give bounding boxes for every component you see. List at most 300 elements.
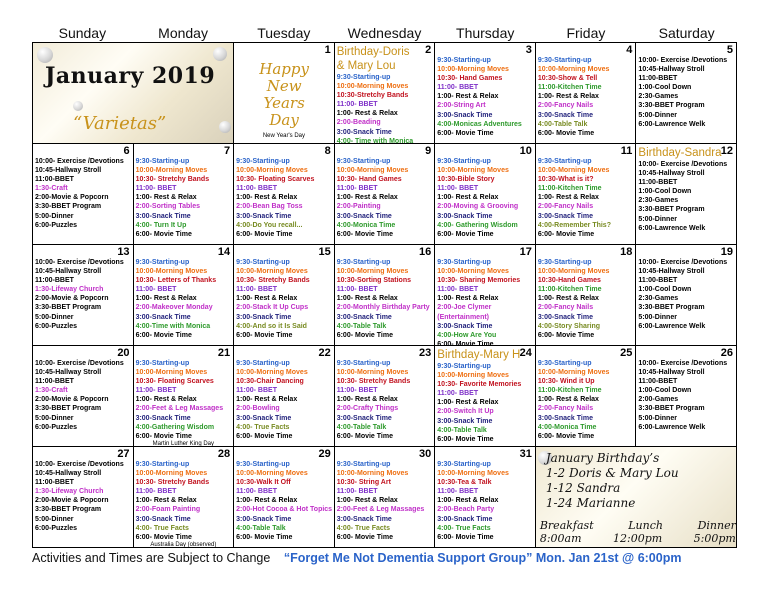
spacer <box>538 45 634 56</box>
new-year-greeting <box>248 61 320 129</box>
day-cell-6 <box>33 144 134 245</box>
event-item: 2:00-Moving & Grooving <box>437 203 519 211</box>
day-cell-3 <box>435 43 536 144</box>
day-cell-15 <box>234 245 335 346</box>
spacer <box>136 348 232 359</box>
event-item: 1:00- Rest & Relax <box>537 93 599 101</box>
event-item: 3:30-BBET Program <box>638 206 705 214</box>
event-item: 6:00- Movie Time <box>135 331 192 339</box>
day-cell-16 <box>335 245 436 346</box>
spacer <box>236 146 332 157</box>
event-item: 10:30-Hand Games <box>537 277 601 285</box>
event-item: 6:00-Puzzles <box>35 322 78 330</box>
weekday-header <box>32 24 737 42</box>
event-item: 3:00-Snack Time <box>537 313 593 321</box>
weekday-tuesday: Tuesday <box>257 25 311 41</box>
event-item: 2:00-Bowling <box>236 405 280 413</box>
weekday-saturday: Saturday <box>658 25 715 41</box>
event-item: 3:30-BBET Program <box>638 304 705 312</box>
birthday-list <box>546 451 679 511</box>
event-item: 10:30- Wind it Up <box>537 378 595 386</box>
day-number: 18 <box>620 246 633 258</box>
birthday-label: Birthday-Mary H <box>437 349 521 361</box>
holiday-note: New Year's Day <box>262 133 305 139</box>
spacer <box>236 247 332 258</box>
event-item: 10:00-Morning Moves <box>336 268 409 276</box>
event-item: 2:00-Feet & Leg Massages <box>135 405 224 413</box>
event-item: 9:30-Starting-up <box>135 158 190 165</box>
event-item: 3:00-Snack Time <box>236 212 292 220</box>
event-item: 4:00-Remember This? <box>537 221 611 229</box>
event-item: 1:00- Rest & Relax <box>336 295 398 303</box>
event-item: 10:45-Hallway Stroll <box>35 268 102 276</box>
day-cell-17 <box>435 245 536 346</box>
event-item: 4:00-Do You recall... <box>236 221 303 229</box>
birthday-label: Birthday-Doris & Mary Lou <box>336 46 410 72</box>
event-item: 4:00- True Facts <box>236 423 290 431</box>
day-number: 21 <box>217 347 231 359</box>
event-item: 4:00-Table Talk <box>336 423 387 431</box>
meal-name: Lunch <box>628 519 663 532</box>
event-item: 6:00- Movie Time <box>437 435 494 443</box>
event-item: 10:00-Morning Moves <box>537 167 610 175</box>
event-item: 5:00-Dinner <box>638 414 677 422</box>
birthday-line: 1-24 Marianne <box>545 496 636 510</box>
day-number: 14 <box>217 246 231 258</box>
day-cell-29 <box>234 447 335 548</box>
footer-disclaimer: Activities and Times are Subject to Change <box>32 551 271 565</box>
balloon-decoration <box>37 47 53 63</box>
day-number: 8 <box>324 145 331 157</box>
day-cell-23 <box>335 346 436 447</box>
event-item: 3:00-Snack Time <box>336 515 392 523</box>
event-item: 2:00-Movie & Popcorn <box>35 295 109 303</box>
day-number: 24 <box>519 347 532 359</box>
event-item: 4:00-Table Talk <box>236 524 286 532</box>
event-item: 6:00- Movie Time <box>336 331 393 339</box>
event-item: 6:00- Movie Time <box>437 129 494 137</box>
event-item: 10:45-Hallway Stroll <box>35 470 102 478</box>
event-item: 10:30-Sorting Stations <box>336 277 411 285</box>
event-item: 10:30-Show & Tell <box>537 75 598 83</box>
event-item: 3:00-Snack Time <box>135 414 191 422</box>
holiday-note: Martin Luther King Day <box>152 440 215 447</box>
event-item: 6:00-Lawrence Welk <box>638 322 706 330</box>
event-item: 10:00- Exercise /Devotions <box>638 161 728 168</box>
event-item: 10:30- Stretchy Bands <box>135 479 210 487</box>
event-item: 1:00- Rest & Relax <box>135 497 197 505</box>
holiday-note: Australia Day (observed) <box>150 541 217 548</box>
event-item: 10:00-Morning Moves <box>437 372 509 380</box>
day-cell-21 <box>134 346 235 447</box>
event-item: 9:30-Starting-up <box>437 461 491 468</box>
event-item: 10:00- Exercise /Devotions <box>35 360 124 367</box>
event-item: 6:00- Movie Time <box>537 432 595 440</box>
spacer <box>35 449 131 460</box>
event-item: 5:00-Dinner <box>35 515 74 523</box>
event-item: 6:00- Movie Time <box>135 432 192 440</box>
day-number: 26 <box>720 347 733 359</box>
calendar-grid <box>32 42 737 548</box>
event-item: 11:00- BBET <box>437 185 479 193</box>
day-cell-20 <box>33 346 134 447</box>
event-item: 2:00-Joe Clymer <box>437 304 492 312</box>
event-item: 5:00-Dinner <box>35 313 74 321</box>
event-item: 4:00-Monica Time <box>336 221 396 229</box>
day-number: 3 <box>525 44 532 56</box>
event-item: 1:00- Rest & Relax <box>537 396 599 404</box>
event-item: 9:30-Starting-up <box>537 360 592 367</box>
event-item: 6:00-Lawrence Welk <box>638 224 706 232</box>
event-item: 11:00- BBET <box>336 101 378 109</box>
day-number: 12 <box>720 145 733 157</box>
event-item: 9:30-Starting-up <box>437 57 491 64</box>
event-item: 3:00-Snack Time <box>236 414 292 422</box>
event-item: 3:00-Snack Time <box>437 417 493 425</box>
day-cell-22 <box>234 346 335 447</box>
day-number: 29 <box>318 448 331 460</box>
spacer <box>337 348 433 359</box>
event-item: 3:00-Snack Time <box>537 111 593 119</box>
event-item: 10:00-Morning Moves <box>437 167 509 175</box>
event-item: 2:00-Fancy Nails <box>537 405 594 413</box>
event-item: 1:00- Rest & Relax <box>135 295 197 303</box>
event-item: 1:00-Cool Down <box>638 84 692 92</box>
event-item: 1:00- Rest & Relax <box>537 295 599 303</box>
day-number: 6 <box>123 145 130 157</box>
greeting-line: New Years <box>263 77 305 112</box>
event-item: 2:00-String Art <box>437 102 486 110</box>
event-item: 1:00- Rest & Relax <box>336 194 398 202</box>
event-item: 10:00-Morning Moves <box>236 369 308 377</box>
event-item: 1:00- Rest & Relax <box>437 194 499 202</box>
weekday-friday: Friday <box>566 25 606 41</box>
event-item: 10:30- Floating Scarves <box>236 176 315 184</box>
event-item: 2:00-Movie & Popcorn <box>35 497 109 505</box>
event-item: 9:30-Starting-up <box>437 158 491 165</box>
event-item: 6:00- Movie Time <box>336 533 393 541</box>
event-item: 3:00-Snack Time <box>437 515 493 523</box>
day-cell-19 <box>636 245 737 346</box>
event-item: 1:00-Cool Down <box>638 286 692 294</box>
event-item: 5:00-Dinner <box>35 212 74 220</box>
spacer <box>136 449 232 460</box>
event-item: 11:00- BBET <box>236 387 277 395</box>
event-item: 10:30-Stretchy Bands <box>336 92 409 100</box>
event-item: 1:00- Rest & Relax <box>236 396 298 404</box>
event-item: 9:30-Starting-up <box>336 461 391 468</box>
event-item: 5:00-Dinner <box>638 313 677 321</box>
event-item: 11:00- BBET <box>236 286 277 294</box>
event-item: 10:00-Morning Moves <box>537 369 610 377</box>
event-item: 9:30-Starting-up <box>236 461 290 468</box>
event-item: 1:30-Lifeway Church <box>35 286 104 294</box>
event-item: 4:00-Table Talk <box>537 120 588 128</box>
event-item: 11:00- BBET <box>437 390 479 398</box>
day-number: 27 <box>117 448 130 460</box>
event-item: 3:00-Snack Time <box>236 313 292 321</box>
event-item: 4:00-Monica Time <box>537 423 597 431</box>
event-item: 11:00- BBET <box>135 286 177 294</box>
day-cell-9 <box>335 144 436 245</box>
day-cell-4 <box>536 43 637 144</box>
footer <box>32 551 768 565</box>
event-item: 1:00- Rest & Relax <box>437 497 499 505</box>
event-item: 1:00- Rest & Relax <box>336 497 398 505</box>
event-item: 6:00- Movie Time <box>437 533 494 541</box>
event-item: 11:00- BBET <box>135 185 177 193</box>
event-item: 10:30- Hand Games <box>336 176 402 184</box>
event-item: 10:30-Tea & Talk <box>437 479 492 487</box>
event-item: 1:00- Rest & Relax <box>236 497 298 505</box>
event-item: 2:00-Bean Bag Toss <box>236 203 303 211</box>
meal-time: 12:00pm <box>613 532 663 545</box>
event-item: 10:00-Morning Moves <box>537 66 610 74</box>
event-item: 10:00-Morning Moves <box>135 167 208 175</box>
event-item: 1:00- Rest & Relax <box>437 399 499 407</box>
event-item: 1:00-Cool Down <box>638 188 692 196</box>
day-number: 22 <box>318 347 331 359</box>
event-item: 11:00-Kitchen Time <box>537 84 602 92</box>
day-number: 10 <box>519 145 532 157</box>
day-number: 25 <box>620 347 633 359</box>
event-item: 3:00-Snack Time <box>135 212 191 220</box>
event-item: 9:30-Starting-up <box>336 74 391 81</box>
event-item: 10:00- Exercise /Devotions <box>35 259 124 266</box>
event-item: 11:00-BBET <box>35 277 74 285</box>
spacer <box>35 348 131 359</box>
event-item: 6:00- Movie Time <box>236 432 293 440</box>
event-item: 6:00- Movie Time <box>336 230 393 238</box>
event-item: 11:00- BBET <box>437 488 479 496</box>
spacer <box>437 449 533 460</box>
day-cell-1 <box>234 43 335 144</box>
event-item: 1:00- Rest & Relax <box>336 110 398 118</box>
event-item: 9:30-Starting-up <box>135 461 190 468</box>
meal-name: Breakfast <box>539 519 594 532</box>
day-number: 1 <box>324 44 331 56</box>
event-item: 5:00-Dinner <box>35 414 74 422</box>
event-item: 2:00-Monthly Birthday Party <box>336 304 430 312</box>
event-item: 9:30-Starting-up <box>236 259 290 266</box>
event-item: 10:00-Morning Moves <box>336 369 409 377</box>
event-item: 11:00-BBET <box>35 479 74 487</box>
day-cell-5 <box>636 43 737 144</box>
event-item: 1:00- Rest & Relax <box>135 396 197 404</box>
day-number: 13 <box>117 246 130 258</box>
event-item: 10:30- Letters of Thanks <box>135 277 217 285</box>
event-item: 2:00-Sorting Tables <box>135 203 201 211</box>
event-item: 2:00-Crafty Things <box>336 405 399 413</box>
event-item: 11:00- BBET <box>336 185 378 193</box>
event-item: 9:30-Starting-up <box>537 259 592 266</box>
event-item: 6:00-Puzzles <box>35 423 78 431</box>
event-item: 6:00- Movie Time <box>135 230 192 238</box>
event-item: 10:45-Hallway Stroll <box>638 66 705 74</box>
event-item: 10:45-Hallway Stroll <box>35 167 102 175</box>
event-item: 6:00- Movie Time <box>135 533 192 541</box>
event-item: 6:00- Movie Time <box>336 432 393 440</box>
event-item: 1:00-Cool Down <box>638 387 692 395</box>
meal-times <box>540 519 736 545</box>
weekday-wednesday: Wednesday <box>347 25 422 41</box>
spacer <box>538 247 634 258</box>
birthday-line: January Birthday’s <box>545 451 660 465</box>
event-item: 1:00- Rest & Relax <box>437 93 499 101</box>
event-item: 10:00- Exercise /Devotions <box>638 259 728 266</box>
event-item: 1:00- Rest & Relax <box>437 295 499 303</box>
event-item: 3:30-BBET Program <box>638 405 705 413</box>
day-cell-25 <box>536 346 637 447</box>
event-item: (Entertainment) <box>437 313 490 321</box>
event-item: 11:00-Kitchen Time <box>537 286 602 294</box>
event-item: 10:30-Bible Story <box>437 176 495 184</box>
event-item: 10:00- Exercise /Devotions <box>638 57 728 64</box>
spacer <box>136 247 232 258</box>
event-item: 2:00-Fancy Nails <box>537 203 594 211</box>
event-item: 3:00-Snack Time <box>537 414 593 422</box>
event-item: 9:30-Starting-up <box>135 360 190 367</box>
day-cell-10 <box>435 144 536 245</box>
event-item: 2:00-Movie & Popcorn <box>35 396 109 404</box>
greeting-line: Day <box>269 111 299 129</box>
event-item: 11:00-BBET <box>638 179 678 187</box>
greeting-line: Happy <box>259 60 309 78</box>
event-item: 2:00-Foam Painting <box>135 506 201 514</box>
event-item: 1:00- Rest & Relax <box>135 194 197 202</box>
event-item: 6:00- Movie Time <box>537 230 595 238</box>
event-item: 9:30-Starting-up <box>236 360 290 367</box>
event-item: 10:00-Morning Moves <box>135 369 208 377</box>
event-item: 2:00-Beading <box>336 119 381 127</box>
event-item: 10:00-Morning Moves <box>135 268 208 276</box>
event-item: 10:30- Sharing Memories <box>437 277 521 285</box>
spacer <box>35 146 131 157</box>
spacer <box>638 348 734 359</box>
event-item: 2:00-Movie & Popcorn <box>35 194 109 202</box>
day-number: 4 <box>626 44 633 56</box>
event-item: 11:00- BBET <box>336 488 378 496</box>
event-item: 10:30-Chair Dancing <box>236 378 304 386</box>
event-item: 2:00-Feet & Leg Massages <box>336 506 425 514</box>
event-item: 3:00-Snack Time <box>135 313 191 321</box>
event-item: 9:30-Starting-up <box>537 57 592 64</box>
event-item: 11:00-Kitchen Time <box>537 185 602 193</box>
event-item: 11:00- BBET <box>437 84 479 92</box>
day-number: 17 <box>519 246 532 258</box>
event-item: 2:00-Makeover Monday <box>135 304 213 312</box>
weekday-sunday: Sunday <box>58 25 107 41</box>
birthday-line: 1-2 Doris & Mary Lou <box>545 466 679 480</box>
event-item: 3:30-BBET Program <box>35 405 102 413</box>
event-item: 10:00-Morning Moves <box>336 470 409 478</box>
event-item: 6:00-Puzzles <box>35 524 78 532</box>
event-item: 1:00- Rest & Relax <box>236 295 298 303</box>
day-number: 28 <box>217 448 231 460</box>
day-number: 15 <box>318 246 331 258</box>
event-item: 10:00-Morning Moves <box>135 470 208 478</box>
event-item: 11:00-BBET <box>638 277 678 285</box>
spacer <box>437 45 533 56</box>
event-item: 2:00-Stack It Up Cups <box>236 304 309 312</box>
event-item: 10:45-Hallway Stroll <box>638 369 705 377</box>
footer-support-group: “Forget Me Not Dementia Support Group” Mon. Jan 21st @ 6:00pm <box>283 551 682 565</box>
event-item: 3:30-BBET Program <box>638 102 705 110</box>
event-item: 9:30-Starting-up <box>437 363 491 370</box>
event-item: 4:00-Story Sharing <box>537 322 601 330</box>
event-item: 4:00- Turn It Up <box>135 221 187 229</box>
event-item: 3:30-BBET Program <box>35 304 102 312</box>
day-cell-27 <box>33 447 134 548</box>
balloon-decoration <box>219 121 231 133</box>
event-item: 9:30-Starting-up <box>336 259 391 266</box>
event-item: 11:00-BBET <box>638 378 678 386</box>
month-theme: “Varietas” <box>73 113 167 134</box>
event-item: 10:30- Stretchy Bands <box>135 176 210 184</box>
event-item: 3:00-Snack Time <box>537 212 593 220</box>
weekday-thursday: Thursday <box>456 25 515 41</box>
event-item: 10:00-Morning Moves <box>437 268 509 276</box>
event-item: 4:00-Gathering Wisdom <box>135 423 215 431</box>
event-item: 1:30-Lifeway Church <box>35 488 104 496</box>
event-item: 9:30-Starting-up <box>336 360 391 367</box>
day-number: 16 <box>419 246 432 258</box>
event-item: 10:45-Hallway Stroll <box>638 170 705 178</box>
spacer <box>337 449 433 460</box>
spacer <box>538 348 634 359</box>
day-number: 9 <box>425 145 432 157</box>
event-item: 10:00-Morning Moves <box>236 470 308 478</box>
event-item: 3:00-Snack Time <box>336 414 392 422</box>
event-item: 2:30-Games <box>638 197 679 205</box>
day-number: 19 <box>720 246 733 258</box>
spacer <box>35 247 131 258</box>
event-item: 10:00-Morning Moves <box>537 268 610 276</box>
event-item: 3:00-Snack Time <box>437 322 493 330</box>
event-item: 10:00-Morning Moves <box>236 268 308 276</box>
spacer <box>538 146 634 157</box>
event-item: 10:45-Hallway Stroll <box>35 369 102 377</box>
event-item: 5:00-Dinner <box>638 215 677 223</box>
day-cell-11 <box>536 144 637 245</box>
event-item: 10:30- Floating Scarves <box>135 378 214 386</box>
day-number: 2 <box>425 44 432 56</box>
event-item: 11:00- BBET <box>135 488 177 496</box>
event-item: 10:30- Stretchy Bands <box>336 378 411 386</box>
event-item: 1:30-Craft <box>35 387 68 395</box>
event-item: 3:00-Snack Time <box>336 313 392 321</box>
birthday-line: 1-12 Sandra <box>545 481 621 495</box>
event-item: 4:00- Gathering Wisdom <box>437 221 518 229</box>
weekday-monday: Monday <box>158 25 208 41</box>
spacer <box>638 45 734 56</box>
event-item: 6:00-Lawrence Welk <box>638 423 706 431</box>
event-item: 6:00- Movie Time <box>236 230 293 238</box>
meal-time: 8:00am <box>539 532 582 545</box>
event-item: 6:00- Movie Time <box>537 129 595 137</box>
event-item: 10:45-Hallway Stroll <box>638 268 705 276</box>
spacer <box>236 348 332 359</box>
event-item: 3:30-BBET Program <box>35 506 102 514</box>
event-item: 2:00-Games <box>638 396 679 404</box>
event-item: 3:00-Snack Time <box>336 212 392 220</box>
event-item: 10:30- Stretchy Bands <box>236 277 310 285</box>
day-cell-7 <box>134 144 235 245</box>
day-cell-8 <box>234 144 335 245</box>
event-item: 10:00-Morning Moves <box>336 167 409 175</box>
event-item: 3:00-Snack Time <box>336 128 392 136</box>
month-banner <box>33 43 234 144</box>
